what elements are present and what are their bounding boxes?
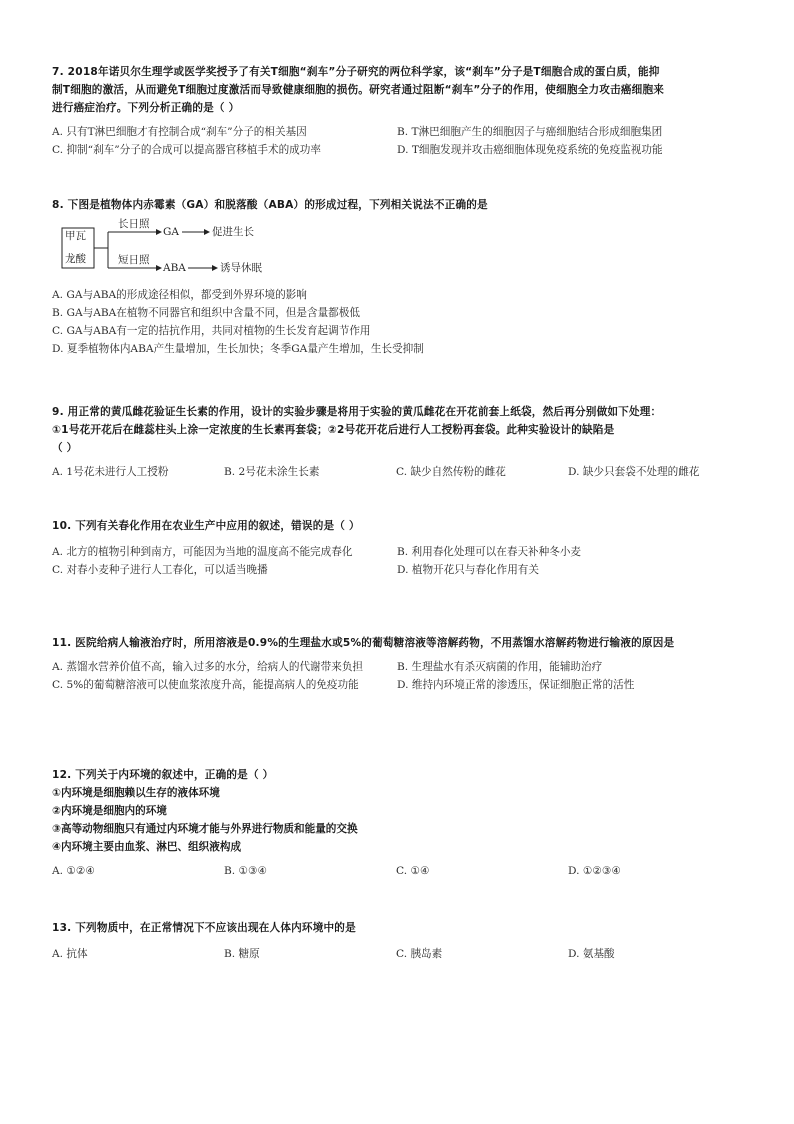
question-7-stem — [52, 63, 742, 117]
stem-line: 制T细胞的激活，从而避免T细胞过度激活而导致健康细胞的损伤。研究者通过阻断“刹车”分子的作用，使细胞全力攻击癌细胞来 — [52, 84, 665, 96]
option-b[interactable]: B. GA与ABA在植物不同器官和组织中含量不同，但是含量都极低 — [52, 307, 360, 319]
option-a[interactable]: A. 北方的植物引种到南方，可能因为当地的温度高不能完成春化 — [52, 546, 353, 558]
option-c[interactable]: C. 对春小麦种子进行人工春化，可以适当晚播 — [52, 564, 268, 576]
question-9 — [52, 403, 742, 481]
stem-line: ①1号花开花后在雌蕊柱头上涂一定浓度的生长素再套袋；②2号花开花后进行人工授粉再套袋。此种实验设计的缺陷是 — [52, 424, 615, 436]
question-10-options — [52, 543, 742, 579]
question-12-statements — [52, 784, 742, 856]
question-12-stem: 12. 下列关于内环境的叙述中，正确的是（ ） — [52, 769, 274, 781]
question-13-options — [52, 945, 742, 963]
question-13-stem: 13. 下列物质中，在正常情况下不应该出现在人体内环境中的是 — [52, 922, 356, 934]
aba-effect-label: 诱导休眠 — [220, 262, 262, 274]
question-8-stem: 8. 下图是植物体内赤霉素（GA）和脱落酸（ABA）的形成过程，下列相关说法不正确的是 — [52, 199, 488, 211]
option-a[interactable]: A. 蒸馏水营养价值不高，输入过多的水分，给病人的代谢带来负担 — [52, 661, 364, 673]
option-c[interactable]: C. 胰岛素 — [396, 948, 443, 960]
question-10 — [52, 517, 742, 579]
option-a[interactable]: A. 1号花未进行人工授粉 — [52, 466, 169, 478]
question-7-options — [52, 123, 742, 159]
option-d[interactable]: D. ①②③④ — [568, 865, 621, 877]
hormone-pathway-diagram — [52, 218, 352, 280]
option-d[interactable]: D. 夏季植物体内ABA产生量增加，生长加快；冬季GA量产生增加，生长受抑制 — [52, 343, 424, 355]
option-d[interactable]: D. 缺少只套袋不处理的雌花 — [568, 466, 700, 478]
question-8 — [52, 196, 742, 358]
option-a[interactable]: A. GA与ABA的形成途径相似，都受到外界环境的影响 — [52, 289, 307, 301]
option-a[interactable]: A. 只有T淋巴细胞才有控制合成“刹车”分子的相关基因 — [52, 126, 307, 138]
diagram-lines — [52, 218, 352, 280]
option-c[interactable]: C. ①④ — [396, 865, 430, 877]
option-a[interactable]: A. ①②④ — [52, 865, 95, 877]
option-c[interactable]: C. 抑制“刹车”分子的合成可以提高器官移植手术的成功率 — [52, 144, 321, 156]
ga-effect-label: 促进生长 — [212, 226, 254, 238]
question-10-stem: 10. 下列有关春化作用在农业生产中应用的叙述，错误的是（ ） — [52, 520, 360, 532]
stem-line: 9. 用正常的黄瓜雌花验证生长素的作用，设计的实验步骤是将用于实验的黄瓜雌花在开花前套上纸袋，然后再分别做如下处理： — [52, 406, 662, 418]
statement-1: ①内环境是细胞赖以生存的液体环境 — [52, 787, 220, 799]
question-11-stem: 11. 医院给病人输液治疗时，所用溶液是0.9%的生理盐水或5%的葡萄糖溶液等溶解药物，不用蒸馏水溶解药物进行输液的原因是 — [52, 637, 675, 649]
aba-label: ABA — [163, 262, 186, 274]
option-c[interactable]: C. 缺少自然传粉的雌花 — [396, 466, 506, 478]
question-8-options — [52, 286, 742, 358]
stem-line: （ ） — [52, 442, 78, 454]
ga-label: GA — [163, 226, 179, 238]
statement-4: ④内环境主要由血浆、淋巴、组织液构成 — [52, 841, 242, 853]
question-13 — [52, 919, 742, 963]
statement-3: ③高等动物细胞只有通过内环境才能与外界进行物质和能量的交换 — [52, 823, 358, 835]
option-b[interactable]: B. 糖原 — [224, 948, 260, 960]
question-9-stem — [52, 403, 742, 457]
option-d[interactable]: D. 氨基酸 — [568, 948, 615, 960]
source-label-line1: 甲瓦 — [65, 230, 86, 242]
question-9-options — [52, 463, 742, 481]
stem-line: 进行癌症治疗。下列分析正确的是（ ） — [52, 102, 240, 114]
option-b[interactable]: B. 2号花未涂生长素 — [224, 466, 320, 478]
statement-2: ②内环境是细胞内的环境 — [52, 805, 167, 817]
source-label-line2: 龙酸 — [65, 253, 86, 265]
option-c[interactable]: C. GA与ABA有一定的拮抗作用，共同对植物的生长发育起调节作用 — [52, 325, 371, 337]
short-day-label: 短日照 — [118, 254, 150, 266]
option-b[interactable]: B. 利用春化处理可以在春天补种冬小麦 — [397, 546, 582, 558]
option-b[interactable]: B. T淋巴细胞产生的细胞因子与癌细胞结合形成细胞集团 — [397, 126, 663, 138]
option-d[interactable]: D. 植物开花只与春化作用有关 — [397, 564, 539, 576]
option-b[interactable]: B. ①③④ — [224, 865, 268, 877]
question-11 — [52, 634, 742, 694]
option-b[interactable]: B. 生理盐水有杀灭病菌的作用，能辅助治疗 — [397, 661, 603, 673]
stem-line: 7. 2018年诺贝尔生理学或医学奖授予了有关T细胞“刹车”分子研究的两位科学家，该“刹车”分子是T细胞合成的蛋白质，能抑 — [52, 66, 660, 78]
option-d[interactable]: D. T细胞发现并攻击癌细胞体现免疫系统的免疫监视功能 — [397, 144, 663, 156]
question-12-options — [52, 862, 742, 880]
option-a[interactable]: A. 抗体 — [52, 948, 88, 960]
option-d[interactable]: D. 维持内环境正常的渗透压，保证细胞正常的活性 — [397, 679, 635, 691]
long-day-label: 长日照 — [118, 218, 150, 230]
question-7 — [52, 63, 742, 159]
question-11-options — [52, 658, 742, 694]
option-c[interactable]: C. 5%的葡萄糖溶液可以使血浆浓度升高，能提高病人的免疫功能 — [52, 679, 359, 691]
question-12 — [52, 766, 742, 880]
